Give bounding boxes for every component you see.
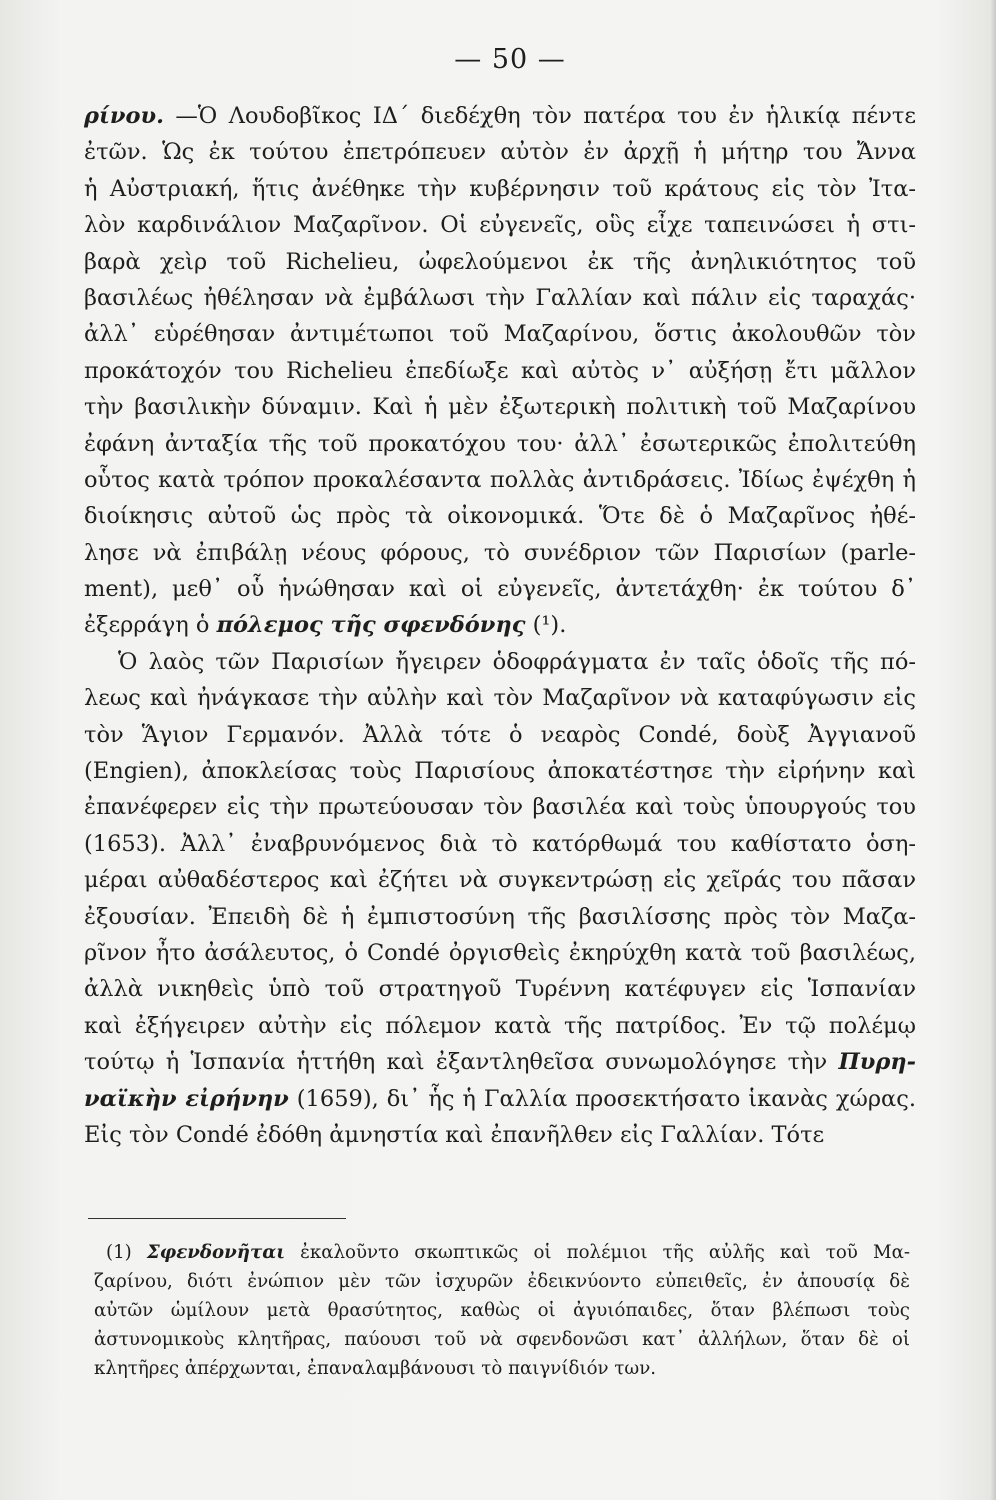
text-run: ἐξουσίαν. Ἐπειδὴ δὲ ἡ ἐμπιστοσύνη τῆς βασιλίσσης πρὸς τὸν Μαζα-	[84, 903, 916, 930]
text-line	[84, 535, 916, 571]
text-line	[84, 98, 916, 134]
text-line	[84, 571, 916, 607]
text-line	[84, 134, 916, 170]
text-line	[84, 1117, 916, 1153]
text-run: ἐπανέφερεν εἰς τὴν πρωτεύουσαν τὸν βασιλέα καὶ τοὺς ὑπουργούς του	[84, 794, 916, 821]
text-run: αὐτῶν ὡμίλουν μετὰ θρασύτητος, καθὼς οἱ ἀγυιόπαιδες, ὅταν βλέπωσι τοὺς	[94, 1300, 910, 1321]
text-line	[84, 717, 916, 753]
text-line	[84, 935, 916, 971]
text-run: ἐκαλοῦντο σκωπτικῶς οἱ πολέμιοι τῆς αὐλῆς καὶ τοῦ Μα-	[285, 1242, 910, 1263]
text-line	[84, 789, 916, 825]
text-line	[84, 244, 916, 280]
text-line	[84, 1008, 916, 1044]
text-run: (1659), δι᾽ ἧς ἡ Γαλλία προσεκτήσατο ἱκανὰς χώρας.	[288, 1085, 916, 1112]
text-line	[84, 462, 916, 498]
text-run: τούτῳ ἡ Ἱσπανία ἡττήθη καὶ ἐξαντληθεῖσα συνωμολόγησε τὴν	[84, 1049, 839, 1076]
footnote-line	[94, 1238, 910, 1267]
text-run: ζαρίνου, διότι ἐνώπιον μὲν τῶν ἰσχυρῶν ἐδεικνύοντο εὐπειθεῖς, ἐν ἀπουσίᾳ δὲ	[94, 1271, 910, 1292]
text-run: τὴν βασιλικὴν δύναμιν. Καὶ ἡ μὲν ἐξωτερικὴ πολιτικὴ τοῦ Μαζαρίνου	[84, 394, 916, 421]
text-run: ἀλλὰ νικηθεὶς ὑπὸ τοῦ στρατηγοῦ Τυρέννη κατέφυγεν εἰς Ἱσπανίαν	[84, 976, 916, 1003]
text-run: λὸν καρδινάλιον Μαζαρῖνον. Οἱ εὐγενεῖς, οὓς εἶχε ταπεινώσει ἡ στι-	[84, 212, 916, 239]
text-line	[84, 971, 916, 1007]
text-run: βασιλέως ἠθέλησαν νὰ ἐμβάλωσι τὴν Γαλλίαν καὶ πάλιν εἰς ταραχάς·	[84, 284, 916, 311]
main-text	[84, 98, 916, 1153]
text-run: ment), μεθ᾽ οὗ ἡνώθησαν καὶ οἱ εὐγενεῖς, ἀντετάχθη· ἐκ τούτου δ᾽	[84, 576, 916, 603]
footnotes	[94, 1238, 910, 1383]
text-line	[84, 171, 916, 207]
text-run: ἀστυνομικοὺς κλητῆρας, παύουσι τοῦ νὰ σφενδονῶσι κατ᾽ ἀλλήλων, ὅταν δὲ οἱ	[94, 1329, 910, 1350]
text-run: ἡ Αὐστριακή, ἥτις ἀνέθηκε τὴν κυβέρνησιν τοῦ κράτους εἰς τὸν Ἰτα-	[84, 175, 916, 202]
text-run: τὸν Ἅγιον Γερμανόν. Ἀλλὰ τότε ὁ νεαρὸς Condé, δοὺξ Ἀγγιανοῦ	[84, 721, 916, 748]
text-run: ἐξερράγη ὁ	[84, 612, 217, 639]
text-run: ἀλλ᾽ εὑρέθησαν ἀντιμέτωποι τοῦ Μαζαρίνου, ὅστις ἀκολουθῶν τὸν	[84, 321, 916, 348]
text-line	[84, 607, 916, 643]
text-run: Εἰς τὸν Condé ἐδόθη ἀμνηστία καὶ ἐπανῆλθεν εἰς Γαλλίαν. Τότε	[84, 1121, 825, 1148]
text-run: (1)	[106, 1242, 147, 1263]
footnote-line	[94, 1267, 910, 1296]
text-run: Ὁ λαὸς τῶν Παρισίων ἤγειρεν ὁδοφράγματα ἐν ταῖς ὁδοῖς τῆς πό-	[118, 648, 916, 675]
text-line	[84, 1081, 916, 1117]
text-line	[84, 826, 916, 862]
emphasis-text: πόλεμος τῆς σφενδόνης	[216, 612, 526, 639]
footnote-line	[94, 1325, 910, 1354]
text-line	[84, 316, 916, 352]
emphasis-text: ρίνου.	[84, 103, 164, 129]
footnote-divider	[88, 1218, 346, 1219]
text-line	[84, 862, 916, 898]
text-run: προκάτοχόν του Richelieu ἐπεδίωξε καὶ αὐτὸς ν᾽ αὐξήσῃ ἔτι μᾶλλον	[84, 357, 916, 384]
text-run: μέραι αὐθαδέστερος καὶ ἐζήτει νὰ συγκεντρώσῃ εἰς χεῖράς του πᾶσαν	[84, 867, 916, 894]
emphasis-text: Σφενδονῆται	[146, 1242, 286, 1263]
text-line	[84, 680, 916, 716]
footnote-line	[94, 1296, 910, 1325]
text-run: βαρὰ χεὶρ τοῦ Richelieu, ὠφελούμενοι ἐκ τῆς ἀνηλικιότητος τοῦ	[84, 248, 916, 275]
text-run: οὗτος κατὰ τρόπον προκαλέσαντα πολλὰς ἀντιδράσεις. Ἰδίως ἐψέχθη ἡ	[84, 466, 916, 493]
text-line	[84, 389, 916, 425]
text-run: διοίκησις αὐτοῦ ὡς πρὸς τὰ οἰκονομικά. Ὅτε δὲ ὁ Μαζαρῖνος ἠθέ-	[84, 503, 916, 530]
text-run: ρῖνον ἦτο ἀσάλευτος, ὁ Condé ὀργισθεὶς ἐκηρύχθη κατὰ τοῦ βασιλέως,	[84, 939, 916, 966]
text-run: (Engien), ἀποκλείσας τοὺς Παρισίους ἀποκατέστησε τὴν εἰρήνην καὶ	[84, 758, 916, 785]
text-line	[84, 353, 916, 389]
text-run: λεως καὶ ἠνάγκασε τὴν αὐλὴν καὶ τὸν Μαζαρῖνον νὰ καταφύγωσιν εἰς	[84, 685, 916, 712]
text-run: ἐτῶν. Ὡς ἐκ τούτου ἐπετρόπευεν αὐτὸν ἐν ἀρχῇ ἡ μήτηρ του Ἄννα	[84, 139, 916, 166]
text-run: ἐφάνη ἀνταξία τῆς τοῦ προκατόχου του· ἀλλ᾽ ἐσωτερικῶς ἐπολιτεύθη	[84, 430, 916, 457]
text-line	[84, 280, 916, 316]
text-line	[84, 207, 916, 243]
text-run: (1653). Ἀλλ᾽ ἐναβρυνόμενος διὰ τὸ κατόρθωμά του καθίστατο ὁση-	[84, 830, 916, 857]
text-line	[84, 644, 916, 680]
text-line	[84, 1044, 916, 1080]
text-line	[84, 753, 916, 789]
page-number: — 50 —	[454, 44, 566, 75]
text-run: καὶ ἐξήγειρεν αὐτὴν εἰς πόλεμον κατὰ τῆς πατρίδος. Ἐν τῷ πολέμῳ	[84, 1012, 916, 1039]
text-run: λησε νὰ ἐπιβάλῃ νέους φόρους, τὸ συνέδριον τῶν Παρισίων (parle-	[84, 539, 916, 566]
text-run: κλητῆρες ἀπέρχωνται, ἐπαναλαμβάνουσι τὸ παιγνίδιόν των.	[94, 1358, 657, 1379]
footnote-line	[94, 1354, 910, 1383]
text-run: —Ὁ Λουδοβῖκος ΙΔ΄ διεδέχθη τὸν πατέρα του ἐν ἡλικίᾳ πέντε	[163, 103, 916, 129]
page-edge-shadow	[990, 0, 996, 1500]
text-line	[84, 899, 916, 935]
text-run: (¹).	[525, 612, 567, 639]
text-line	[84, 426, 916, 462]
text-line	[84, 498, 916, 534]
emphasis-text: Πυρη-	[838, 1049, 916, 1076]
emphasis-text: ναϊκὴν εἰρήνην	[84, 1085, 289, 1112]
